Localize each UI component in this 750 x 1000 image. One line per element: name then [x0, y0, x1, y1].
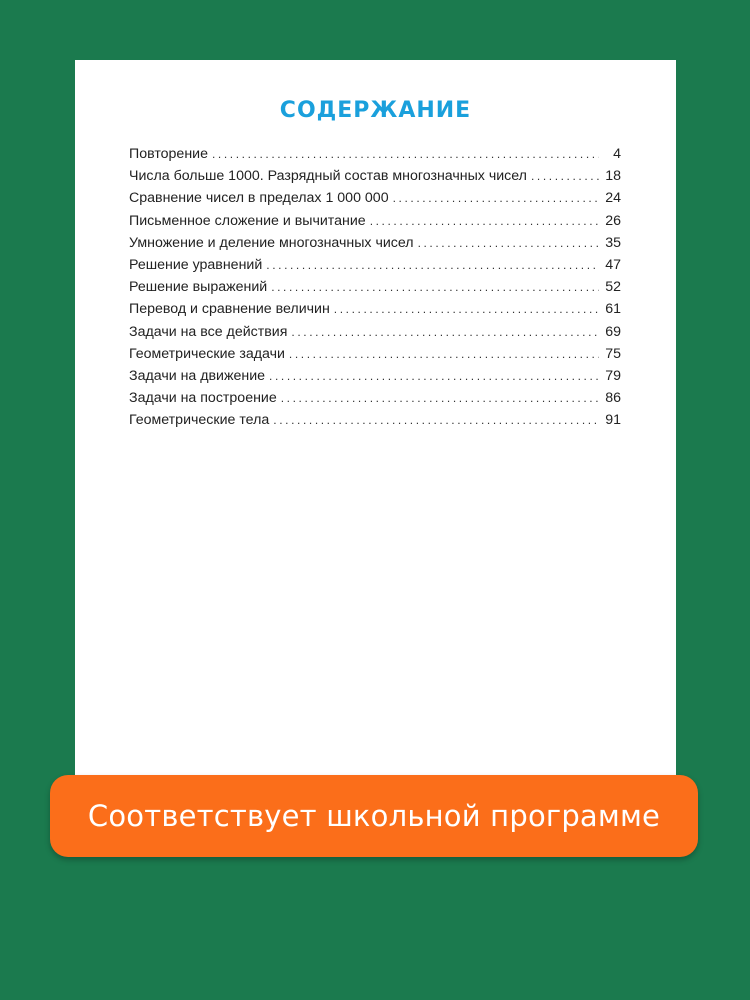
toc-entry-label: Письменное сложение и вычитание: [129, 212, 366, 229]
toc-entry: [129, 324, 621, 346]
toc-list: [129, 146, 621, 434]
toc-entry-label: Умножение и деление многозначных чисел: [129, 234, 414, 251]
toc-leader-dots: [269, 369, 599, 383]
toc-entry: [129, 146, 621, 168]
toc-entry: [129, 235, 621, 257]
toc-entry-page: 52: [605, 279, 621, 296]
toc-leader-dots: [418, 236, 599, 250]
toc-entry: [129, 390, 621, 412]
toc-entry-label: Повторение: [129, 146, 208, 162]
toc-entry-page: 91: [605, 412, 621, 429]
toc-leader-dots: [281, 391, 599, 405]
toc-entry-label: Задачи на движение: [129, 367, 266, 384]
toc-entry-page: 61: [605, 301, 621, 318]
toc-entry-page: 35: [605, 234, 621, 251]
toc-leader-dots: [273, 413, 599, 427]
toc-leader-dots: [291, 325, 599, 339]
toc-entry: [129, 412, 621, 434]
toc-entry-label: Сравнение чисел в пределах 1 000 000: [129, 190, 389, 207]
toc-entry-label: Числа больше 1000. Разрядный состав многозначных чисел: [129, 168, 527, 185]
toc-entry-page: 47: [605, 256, 621, 273]
toc-entry-label: Решение уравнений: [129, 256, 263, 273]
toc-entry: [129, 368, 621, 390]
toc-entry-label: Решение выражений: [129, 279, 268, 296]
toc-title: СОДЕРЖАНИЕ: [279, 98, 472, 123]
toc-leader-dots: [531, 169, 599, 183]
toc-leader-dots: [212, 147, 599, 161]
toc-entry-label: Задачи на построение: [129, 390, 277, 407]
toc-entry: [129, 213, 621, 235]
toc-entry-page: 69: [605, 323, 621, 340]
toc-entry-label: Задачи на все действия: [129, 323, 288, 340]
toc-entry-page: 18: [605, 168, 621, 185]
toc-entry: [129, 279, 621, 301]
toc-leader-dots: [393, 191, 599, 205]
toc-entry: [129, 168, 621, 190]
toc-leader-dots: [289, 347, 599, 361]
toc-entry: [129, 346, 621, 368]
toc-entry: [129, 190, 621, 212]
toc-entry-page: 24: [605, 190, 621, 207]
toc-leader-dots: [334, 302, 599, 316]
promo-banner-text: Соответствует школьной программе: [87, 799, 661, 833]
toc-entry: [129, 257, 621, 279]
toc-entry-page: 26: [605, 212, 621, 229]
toc-entry-label: Перевод и сравнение величин: [129, 301, 330, 318]
toc-entry-page: 79: [605, 367, 621, 384]
toc-entry-page: 86: [605, 390, 621, 407]
toc-entry-label: Геометрические тела: [129, 412, 270, 429]
toc-leader-dots: [370, 214, 599, 228]
toc-leader-dots: [266, 258, 599, 272]
toc-leader-dots: [271, 280, 599, 294]
book-page: [75, 60, 676, 800]
toc-entry-label: Геометрические задачи: [129, 345, 285, 362]
toc-entry-page: 4: [613, 146, 621, 162]
toc-entry: [129, 301, 621, 323]
toc-entry-page: 75: [605, 345, 621, 362]
promo-banner: [50, 775, 698, 857]
